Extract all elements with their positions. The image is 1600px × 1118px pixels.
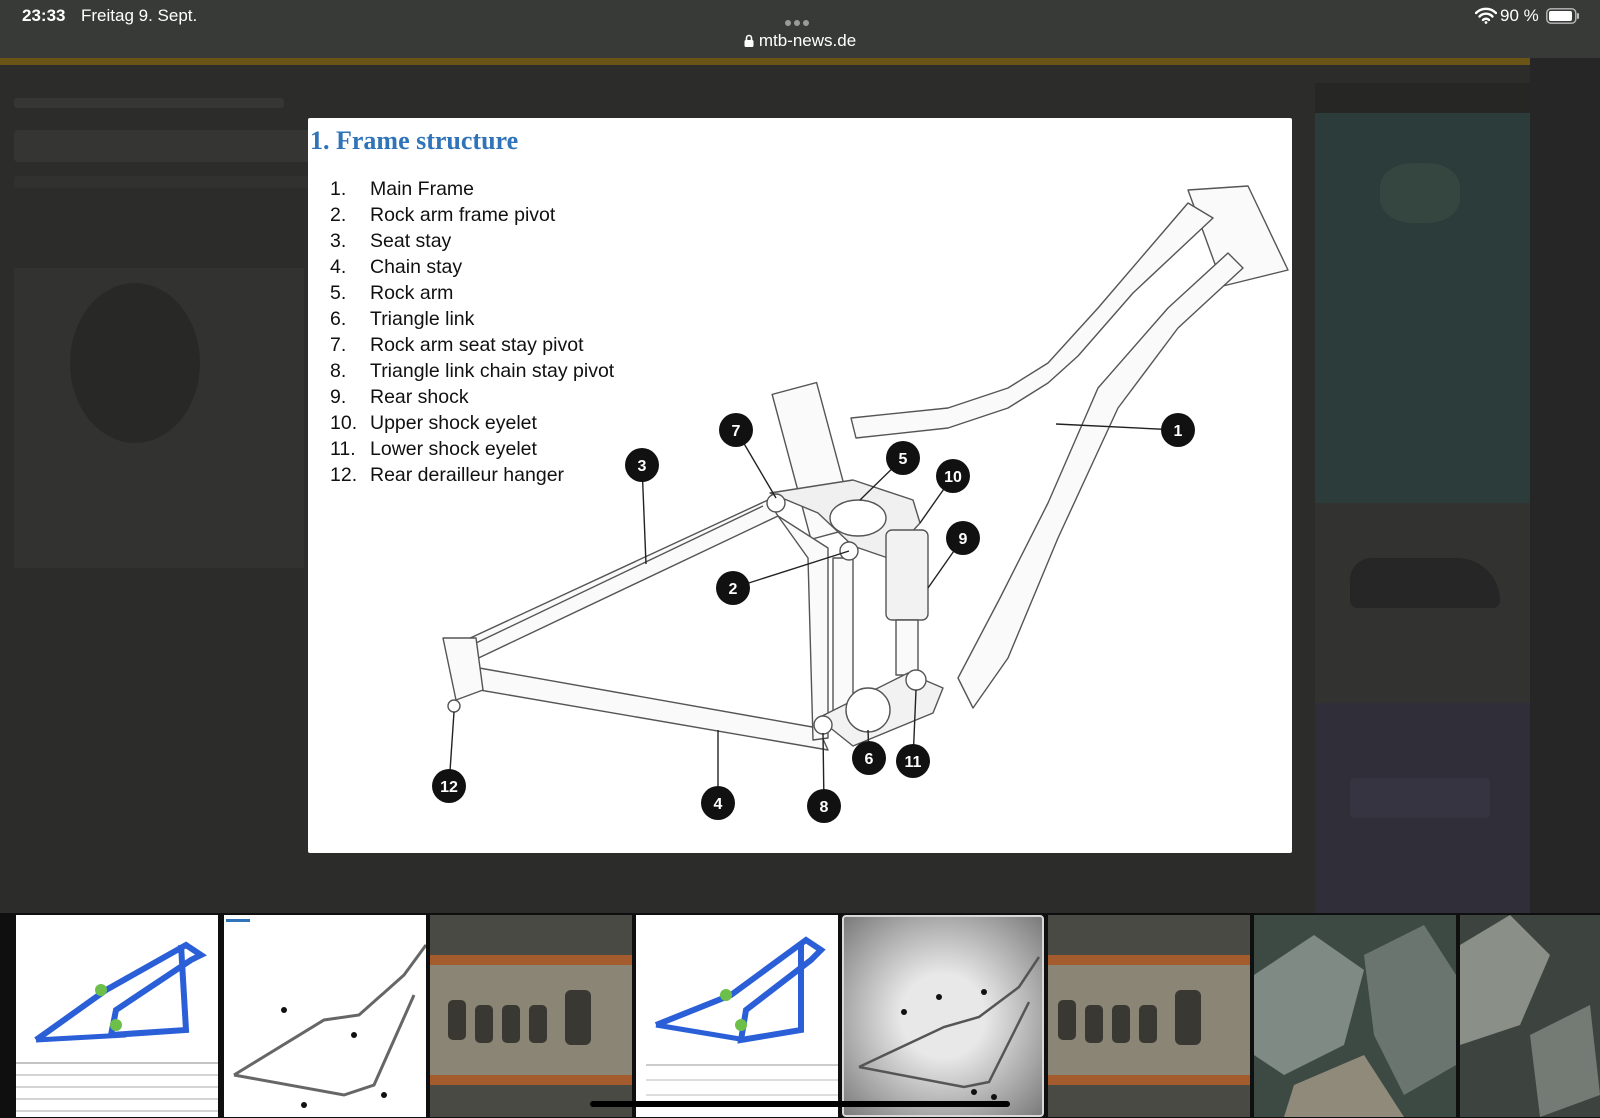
svg-text:3: 3 [637,458,647,475]
breadcrumb [14,98,284,108]
thumbnail[interactable] [16,915,218,1117]
frame-drawing [308,118,1292,853]
svg-text:10: 10 [944,469,962,486]
callout-10 [936,459,970,493]
thumbnail[interactable] [1254,915,1456,1117]
parts-list-item: 11. Lower shock eyelet [330,438,537,460]
callout-12 [432,769,466,803]
svg-text:6: 6 [864,751,874,768]
more-dots-icon[interactable] [785,13,817,21]
thumb-rock-photo [1254,915,1456,1117]
thumbnail-selected[interactable] [842,915,1044,1117]
callout-11 [896,744,930,778]
svg-text:9: 9 [958,531,968,548]
thumb-shock-parts-photo [430,915,632,1117]
lock-icon [744,34,754,47]
parts-list-item: 3. Seat stay [330,230,452,252]
parts-list-item: 6. Triangle link [330,308,475,330]
thumbnail[interactable] [224,915,426,1117]
svg-text:5: 5 [898,451,908,468]
wifi-icon [1475,7,1497,24]
svg-text:4: 4 [713,796,723,813]
svg-text:12: 12 [440,779,458,796]
page-right-margin [1530,58,1600,913]
svg-text:2: 2 [728,581,738,598]
home-indicator[interactable] [590,1101,1010,1107]
parts-list-item: 1. Main Frame [330,178,475,200]
thumbnail[interactable] [636,915,838,1117]
thumb-rock-photo-2 [1460,915,1600,1117]
address-bar[interactable] [0,31,1600,51]
thumbnail[interactable] [430,915,632,1117]
callout-6 [852,741,886,775]
frame-structure-title: 1. Frame structure [310,126,519,155]
parts-list-item: 10. Upper shock eyelet [330,412,537,434]
thumbnail[interactable] [1460,915,1600,1117]
site-header-strip [0,58,1600,65]
battery-icon [1546,8,1580,24]
callout-3 [625,448,659,482]
ad-logo [1380,163,1460,223]
status-date: Freitag 9. Sept. [81,6,198,25]
image-viewer[interactable] [308,118,1292,853]
svg-text:1: 1 [1173,423,1183,440]
thumb-blue-frame-table-image [636,915,838,1117]
status-bar [0,0,1600,58]
svg-text:11: 11 [904,754,922,771]
thumb-frame-structure-image [224,915,426,1117]
callout-7 [719,413,753,447]
thumbnail-strip [0,913,1600,1118]
callout-1 [1161,413,1195,447]
callout-4 [701,786,735,820]
battery-percent: 90 % [1500,6,1539,25]
shoe-image [1350,558,1500,608]
product-logo [70,283,200,443]
parts-list-item: 7. Rock arm seat stay pivot [330,334,584,356]
callout-8 [807,789,841,823]
callout-9 [946,521,980,555]
parts-list-item: 12. Rear derailleur hanger [330,464,565,486]
thumbnail[interactable] [1048,915,1250,1117]
url-text: mtb-news.de [758,31,857,50]
callout-5 [886,441,920,475]
promo-button [1350,778,1490,818]
status-time: 23:33 [22,6,66,25]
parts-list-item: 8. Triangle link chain stay pivot [330,360,615,382]
thumb-shock-parts-photo-2 [1048,915,1250,1117]
callout-2 [716,571,750,605]
svg-text:7: 7 [731,423,741,440]
parts-list-item: 9. Rear shock [330,386,469,408]
thumb-frame-diagram-faded-image [844,917,1042,1115]
parts-list-item: 2. Rock arm frame pivot [330,204,556,226]
thumb-blue-frame-image [16,915,218,1117]
article-subline [14,176,314,188]
svg-text:8: 8 [819,799,829,816]
parts-list-item: 5. Rock arm [330,282,454,304]
parts-list-item: 4. Chain stay [330,256,463,278]
